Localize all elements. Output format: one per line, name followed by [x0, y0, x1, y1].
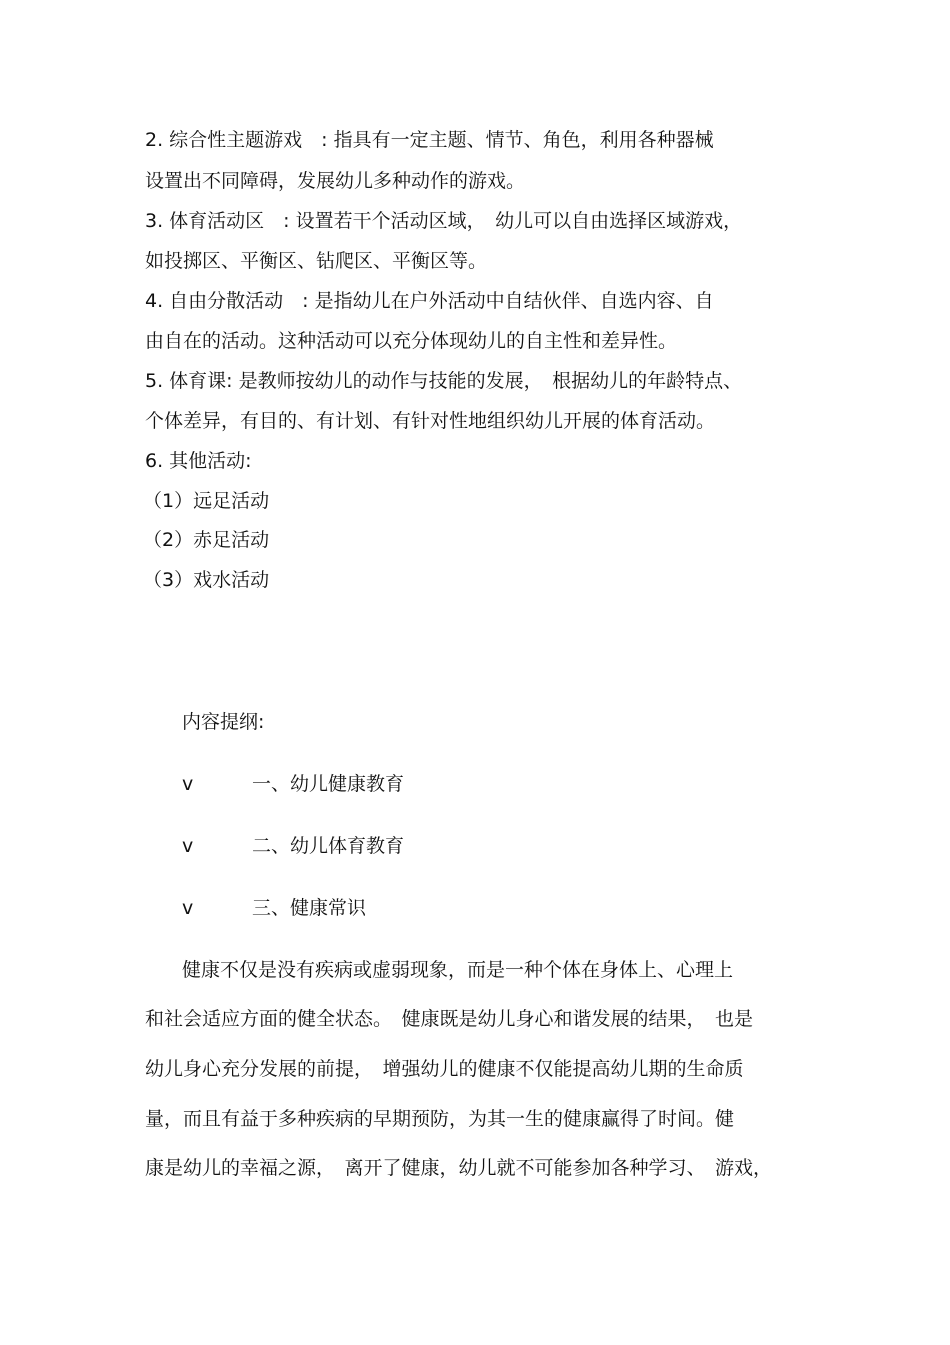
bullet-marker: v — [182, 835, 194, 857]
paragraph-line: 量，而且有益于多种疾病的早期预防，为其一生的健康赢得了时间。健 — [145, 1108, 735, 1130]
outline-item: 一、幼儿健康教育 — [252, 773, 405, 795]
sub-list-item: （2）赤足活动 — [143, 529, 270, 551]
list-line: 3. 体育活动区 : 设置若干个活动区域， 幼儿可以自由选择区域游戏， — [145, 210, 743, 232]
list-line: 设置出不同障碍，发展幼儿多种动作的游戏。 — [145, 170, 526, 192]
bullet-marker: v — [182, 773, 194, 795]
paragraph-line: 健康不仅是没有疾病或虚弱现象，而是一种个体在身体上、心理上 — [182, 959, 734, 981]
outline-heading: 内容提纲: — [182, 711, 265, 733]
paragraph-line: 和社会适应方面的健全状态。 健康既是幼儿身心和谐发展的结果， 也是 — [145, 1008, 754, 1030]
sub-list-item: （3）戏水活动 — [143, 569, 270, 591]
list-line: 5. 体育课: 是教师按幼儿的动作与技能的发展， 根据幼儿的年龄特点、 — [145, 370, 743, 392]
sub-list-item: （1）远足活动 — [143, 490, 270, 512]
bullet-marker: v — [182, 897, 194, 919]
list-line: 个体差异，有目的、有计划、有针对性地组织幼儿开展的体育活动。 — [145, 410, 716, 432]
outline-item: 二、幼儿体育教育 — [252, 835, 405, 857]
paragraph-line: 幼儿身心充分发展的前提， 增强幼儿的健康不仅能提高幼儿期的生命质 — [145, 1058, 744, 1080]
paragraph-line: 康是幼儿的幸福之源， 离开了健康，幼儿就不可能参加各种学习、 游戏， — [145, 1157, 773, 1179]
list-line: 如投掷区、平衡区、钻爬区、平衡区等。 — [145, 250, 488, 272]
outline-item: 三、健康常识 — [252, 897, 367, 919]
list-line: 由自在的活动。这种活动可以充分体现幼儿的自主性和差异性。 — [145, 330, 678, 352]
list-line: 6. 其他活动: — [145, 450, 252, 472]
list-line: 4. 自由分散活动 : 是指幼儿在户外活动中自结伙伴、自选内容、自 — [145, 290, 714, 312]
list-line: 2. 综合性主题游戏 : 指具有一定主题、情节、角色，利用各种器械 — [145, 129, 714, 151]
